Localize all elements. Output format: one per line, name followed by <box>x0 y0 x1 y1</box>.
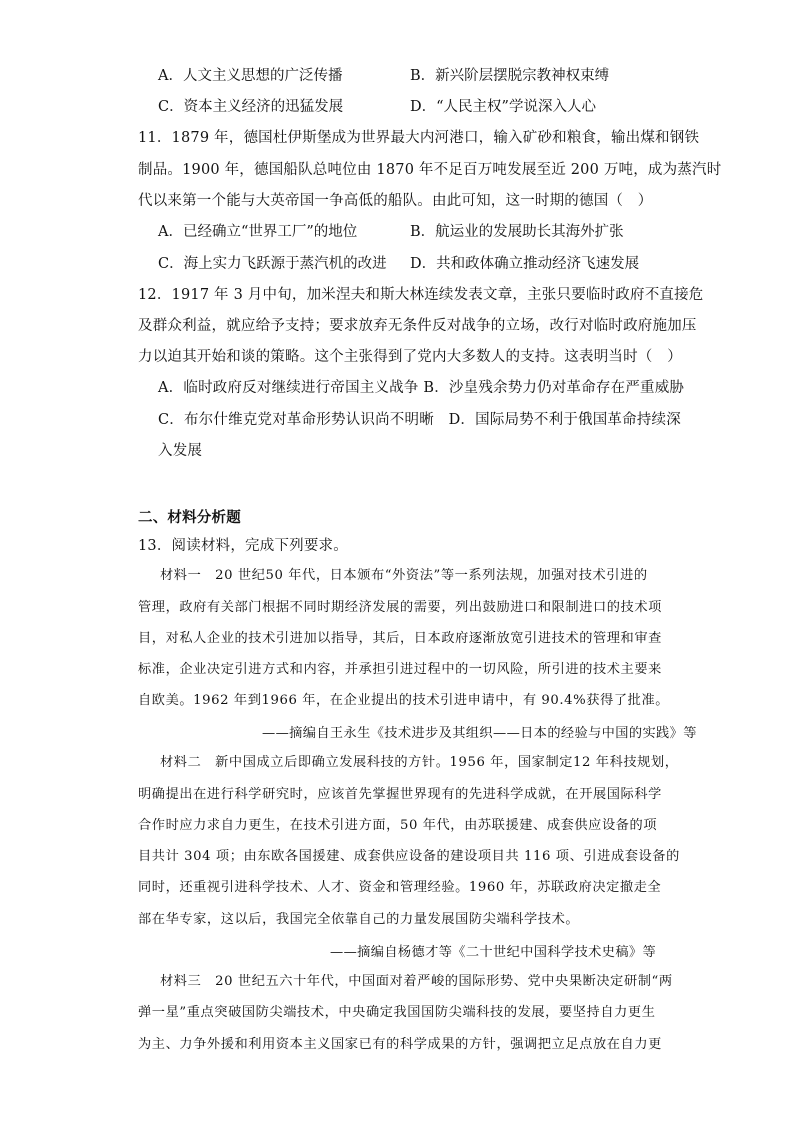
q11-option-c[interactable]: C．海上实力飞跃源于蒸汽机的改进 <box>158 256 387 272</box>
material1-line-4: 标准，企业决定引进方式和内容，并承担引进过程中的一切风险，所引进的技术主要来 <box>138 662 662 677</box>
material2-line-5: 同时，还重视引进科学技术、人才、资金和管理经验。1960 年，苏联政府决定撤走全 <box>138 880 662 895</box>
material2-line-2: 明确提出在进行科学研究时，应该首先掌握世界现有的先进科学成就，在开展国际科学 <box>138 787 662 802</box>
q10-option-a[interactable]: A．人文主义思想的广泛传播 <box>158 68 343 84</box>
q10-options-row-1 <box>158 66 718 86</box>
q11-option-b[interactable]: B．航运业的发展助长其海外扩张 <box>410 224 624 240</box>
q12-stem-line-1: 12．1917 年 3 月中旬，加米涅夫和斯大林连续发表文章，主张只要临时政府不直接危 <box>138 287 704 303</box>
q11-stem-line-2: 制品。1900 年，德国船队总吨位由 1870 年不足百万吨发展至近 200 万吨，成为蒸汽时 <box>138 162 722 178</box>
q11-option-a[interactable]: A．已经确立“世界工厂”的地位 <box>158 224 358 240</box>
material2-line-4: 目共计 304 项；由东欧各国援建、成套供应设备的建设项目共 116 项、引进成套设备的 <box>138 849 680 864</box>
q12-stem-line-3: 力以迫其开始和谈的策略。这个主张得到了党内大多数人的支持。这表明当时（ ） <box>138 349 682 365</box>
q11-stem-line-3: 代以来第一个能与大英帝国一争高低的船队。由此可知，这一时期的德国（ ） <box>138 193 653 209</box>
q12-options-cd[interactable]: C．布尔什维克党对革命形势认识尚不明晰 D．国际局势不利于俄国革命持续深 <box>158 412 681 428</box>
material2-line-6: 部在华专家，这以后，我国完全依靠自己的力量发展国防尖端科学技术。 <box>138 912 580 927</box>
material1-line-1: 材料一 20 世纪50 年代，日本颁布“外资法”等一系列法规，加强对技术引进的 <box>160 568 648 583</box>
q10-option-d[interactable]: D．“人民主权”学说深入人心 <box>410 99 596 115</box>
q11-option-d[interactable]: D．共和政体确立推动经济飞速发展 <box>410 256 640 272</box>
material2-line-1: 材料二 新中国成立后即确立发展科技的方针。1956 年，国家制定12 年科技规划， <box>160 755 679 770</box>
q12-option-d-continued: 入发展 <box>158 443 203 459</box>
material2-source: ——摘编自杨德才等《二十世纪中国科学技术史稿》等 <box>330 945 657 960</box>
material1-line-3: 目，对私人企业的技术引进加以指导，其后，日本政府逐渐放宽引进技术的管理和审查 <box>138 631 662 646</box>
material3-line-1: 材料三 20 世纪五六十年代，中国面对着严峻的国际形势、党中央果断决定研制“两 <box>160 974 673 989</box>
q11-options-row-2 <box>158 254 718 274</box>
section-heading: 二、材料分析题 <box>138 509 241 526</box>
q13-intro: 13．阅读材料，完成下列要求。 <box>138 538 348 554</box>
q12-options-ab[interactable]: A．临时政府反对继续进行帝国主义战争 B．沙皇残余势力仍对革命存在严重威胁 <box>158 380 685 396</box>
material1-line-2: 管理，政府有关部门根据不同时期经济发展的需要，列出鼓励进口和限制进口的技术项 <box>138 600 662 615</box>
material1-line-5: 自欧美。1962 年到1966 年，在企业提出的技术引进申请中，有 90.4%获得了批准。 <box>138 693 670 708</box>
material1-source: ——摘编自王永生《技术进步及其组织——日本的经验与中国的实践》等 <box>262 726 697 741</box>
q11-stem-line-1: 11．1879 年，德国杜伊斯堡成为世界最大内河港口，输入矿砂和粮食，输出煤和钢铁 <box>138 130 700 146</box>
q10-option-b[interactable]: B．新兴阶层摆脱宗教神权束缚 <box>410 68 610 84</box>
q10-options-row-2 <box>158 97 718 117</box>
material3-line-2: 弹一星”重点突破国防尖端技术，中央确定我国国防尖端科技的发展，要坚持自力更生 <box>138 1005 656 1020</box>
material2-line-3: 合作时应力求自力更生，在技术引进方面，50 年代，由苏联援建、成套供应设备的项 <box>138 818 658 833</box>
material3-line-3: 为主、力争外援和利用资本主义国家已有的科学成果的方针，强调把立足点放在自力更 <box>138 1037 662 1052</box>
q11-options-row-1 <box>158 222 718 242</box>
q12-stem-line-2: 及群众利益，就应给予支持；要求放弃无条件反对战争的立场，改行对临时政府施加压 <box>138 318 697 334</box>
q10-option-c[interactable]: C．资本主义经济的迅猛发展 <box>158 99 344 115</box>
